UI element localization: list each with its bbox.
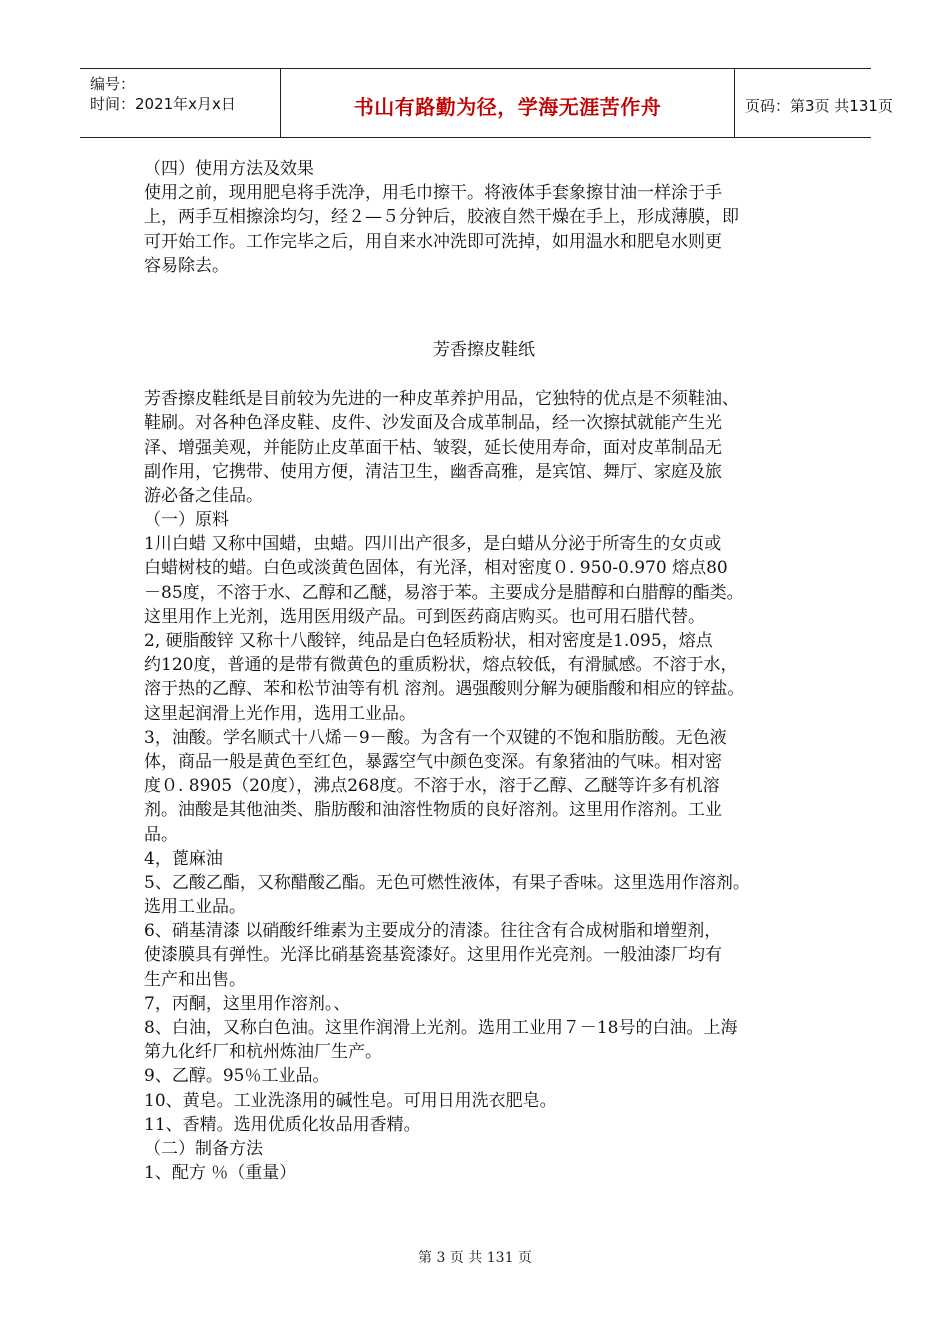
text-line: 4，蓖麻油 <box>144 848 223 869</box>
text-line: 1、配方 ％（重量） <box>144 1163 297 1184</box>
text-line: 3，油酸。学名顺式十八烯－9－酸。为含有一个双键的不饱和脂肪酸。无色液 <box>144 727 727 748</box>
text-line: 芳香擦皮鞋纸是目前较为先进的一种皮革养护用品，它独特的优点是不须鞋油、 <box>144 389 739 410</box>
text-line: 这里用作上光剂，选用医用级产品。可到医药商店购买。也可用石腊代替。 <box>144 606 705 627</box>
text-line: 约120度，普通的是带有微黄色的重质粉状，熔点较低，有滑腻感。不溶于水， <box>144 655 738 676</box>
text-line: 5、乙酸乙酯，又称醋酸乙酯。无色可燃性液体，有果子香味。这里选用作溶剂。 <box>144 872 750 893</box>
header-page-cell <box>735 69 893 137</box>
header-motto-cell <box>281 69 735 137</box>
text-line: 6、硝基清漆 以硝酸纤维素为主要成分的清漆。往往含有合成树脂和增塑剂， <box>144 921 722 942</box>
text-line: 使漆膜具有弹性。光泽比硝基瓷基瓷漆好。这里用作光亮剂。一般油漆厂均有 <box>144 945 722 966</box>
section-paragraph <box>144 181 824 278</box>
header-meta-cell <box>80 69 281 137</box>
document-header <box>80 68 893 138</box>
text-line: 这里起润滑上光作用，选用工业品。 <box>144 703 416 724</box>
text-line: 品。 <box>144 824 178 845</box>
article-title: 芳香擦皮鞋纸 <box>433 339 535 360</box>
text-line: 2, 硬脂酸锌 又称十八酸锌，纯品是白色轻质粉状，相对密度是1.095，熔点 <box>144 631 713 651</box>
text-line: 度０. 8905（20度），沸点268度。不溶于水，溶于乙醇、乙醚等许多有机溶 <box>144 776 720 797</box>
text-line: 1川白蜡 又称中国蜡，虫蜡。四川出产很多，是白蜡从分泌于所寄生的女贞或 <box>144 534 722 555</box>
text-line: 9、乙醇。95％工业品。 <box>144 1066 330 1087</box>
text-line: 剂。油酸是其他油类、脂肪酸和油溶性物质的良好溶剂。这里用作溶剂。工业 <box>144 800 722 821</box>
text-line: （一）原料 <box>144 510 229 531</box>
text-line: 副作用，它携带、使用方便，清洁卫生，幽香高雅，是宾馆、舞厅、家庭及旅 <box>144 461 722 482</box>
text-line: 生产和出售。 <box>144 969 246 990</box>
text-line: 第九化纤厂和杭州炼油厂生产。 <box>144 1042 382 1063</box>
text-line: 选用工业品。 <box>144 897 246 918</box>
article-content <box>144 387 824 1185</box>
document-time-label: 时间：2021年x月x日 <box>90 95 236 113</box>
text-line: 游必备之佳品。 <box>144 485 263 506</box>
text-line: 体，商品一般是黄色至红色，暴露空气中颜色变深。有象猪油的气味。相对密 <box>144 751 722 772</box>
header-page-number: 页码：第3页 共131页 <box>745 97 893 115</box>
document-number-label: 编号： <box>90 75 136 93</box>
text-line: 使用之前，现用肥皂将手洗净，用毛巾擦干。将液体手套象擦甘油一样涂于手 <box>144 183 722 204</box>
text-line: （二）制备方法 <box>144 1138 263 1159</box>
text-line: 白蜡树枝的蜡。白色或淡黄色固体，有光泽，相对密度０. 950-0.970 熔点80 <box>144 558 728 579</box>
text-line: 11、香精。选用优质化妆品用香精。 <box>144 1114 421 1135</box>
text-line: 溶于热的乙醇、苯和松节油等有机 溶剂。遇强酸则分解为硬脂酸和相应的锌盐。 <box>144 679 745 700</box>
text-line: 上，两手互相擦涂均匀，经２—５分钟后，胶液自然干燥在手上，形成薄膜，即 <box>144 207 739 228</box>
section-heading: （四）使用方法及效果 <box>144 159 314 179</box>
text-line: 7，丙酮，这里用作溶剂。、 <box>144 993 351 1014</box>
text-line: 8、白油，又称白色油。这里作润滑上光剂。选用工业用７－18号的白油。上海 <box>144 1018 738 1038</box>
text-line: 容易除去。 <box>144 255 229 276</box>
text-line: 10、黄皂。工业洗涤用的碱性皂。可用日用洗衣肥皂。 <box>144 1090 557 1111</box>
text-line: 泽、增强美观，并能防止皮革面干枯、皱裂，延长使用寿命，面对皮革制品无 <box>144 437 722 458</box>
header-motto: 书山有路勤为径，学海无涯苦作舟 <box>353 95 662 119</box>
text-line: 可开始工作。工作完毕之后，用自来水冲洗即可洗掉，如用温水和肥皂水则更 <box>144 231 722 252</box>
page-footer: 第 3 页 共 131 页 <box>418 1250 532 1266</box>
document-body <box>144 157 824 1185</box>
text-line: 鞋刷。对各种色泽皮鞋、皮件、沙发面及合成革制品，经一次擦拭就能产生光 <box>144 413 722 434</box>
text-line: －85度，不溶于水、乙醇和乙醚，易溶于苯。主要成分是腊醇和白腊醇的酯类。 <box>144 582 744 603</box>
